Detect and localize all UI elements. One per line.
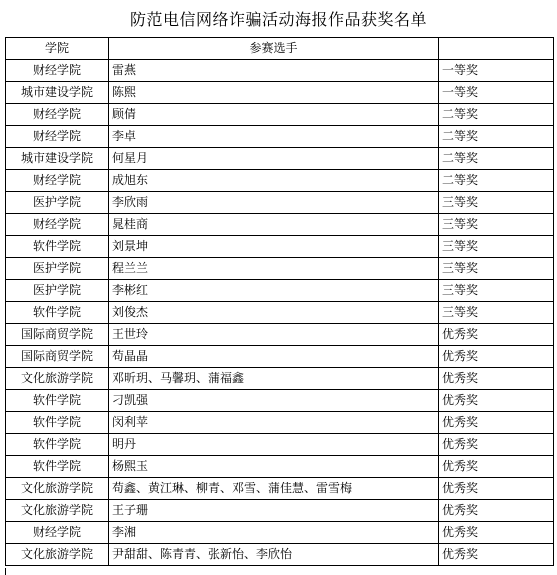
table-row — [6, 500, 554, 522]
award-cell: 优秀奖 — [439, 456, 554, 478]
college-cell: 软件学院 — [6, 302, 109, 324]
participants-cell: 刁凯强 — [109, 390, 439, 412]
college-cell: 软件学院 — [6, 412, 109, 434]
participants-cell: 陈熙 — [109, 82, 439, 104]
award-cell: 三等奖 — [439, 280, 554, 302]
table-row — [6, 434, 554, 456]
participants-cell: 王子珊 — [109, 500, 439, 522]
award-cell: 优秀奖 — [439, 522, 554, 544]
table-row — [6, 236, 554, 258]
table-row — [6, 126, 554, 148]
award-cell: 优秀奖 — [439, 544, 554, 566]
participants-cell: 王世玲 — [109, 324, 439, 346]
college-cell: 文化旅游学院 — [6, 544, 109, 566]
award-cell: 优秀奖 — [439, 324, 554, 346]
award-cell: 三等奖 — [439, 214, 554, 236]
award-cell: 二等奖 — [439, 170, 554, 192]
award-cell: 一等奖 — [439, 82, 554, 104]
table-row — [6, 456, 554, 478]
participants-cell: 李湘 — [109, 522, 439, 544]
table-row — [6, 478, 554, 500]
college-cell: 医护学院 — [6, 280, 109, 302]
college-cell: 财经学院 — [6, 104, 109, 126]
college-cell: 文化旅游学院 — [6, 500, 109, 522]
table-row — [6, 258, 554, 280]
award-table — [5, 37, 554, 566]
table-trailing-edge — [5, 568, 554, 575]
college-cell: 软件学院 — [6, 434, 109, 456]
college-cell: 财经学院 — [6, 60, 109, 82]
award-cell: 优秀奖 — [439, 412, 554, 434]
participants-cell: 成旭东 — [109, 170, 439, 192]
award-cell: 优秀奖 — [439, 434, 554, 456]
participants-cell: 顾倩 — [109, 104, 439, 126]
college-cell: 软件学院 — [6, 456, 109, 478]
college-cell: 软件学院 — [6, 236, 109, 258]
college-cell: 国际商贸学院 — [6, 324, 109, 346]
participants-cell: 闵利苹 — [109, 412, 439, 434]
table-row — [6, 302, 554, 324]
table-row — [6, 346, 554, 368]
table-row — [6, 368, 554, 390]
award-cell: 优秀奖 — [439, 390, 554, 412]
table-row — [6, 214, 554, 236]
participants-cell: 李卓 — [109, 126, 439, 148]
participants-cell: 苟晶晶 — [109, 346, 439, 368]
participants-cell: 李彬红 — [109, 280, 439, 302]
table-row — [6, 544, 554, 566]
award-cell: 一等奖 — [439, 60, 554, 82]
table-row — [6, 324, 554, 346]
college-cell: 财经学院 — [6, 126, 109, 148]
college-cell: 文化旅游学院 — [6, 368, 109, 390]
college-cell: 财经学院 — [6, 522, 109, 544]
award-cell: 三等奖 — [439, 236, 554, 258]
header-college: 学院 — [6, 38, 109, 60]
document-title: 防范电信网络诈骗活动海报作品获奖名单 — [129, 10, 427, 29]
college-cell: 城市建设学院 — [6, 148, 109, 170]
header-award — [439, 38, 554, 60]
college-cell: 财经学院 — [6, 170, 109, 192]
college-cell: 财经学院 — [6, 214, 109, 236]
participants-cell: 明丹 — [109, 434, 439, 456]
table-row — [6, 192, 554, 214]
award-cell: 三等奖 — [439, 192, 554, 214]
table-row — [6, 170, 554, 192]
table-row — [6, 412, 554, 434]
award-cell: 三等奖 — [439, 302, 554, 324]
college-cell: 文化旅游学院 — [6, 478, 109, 500]
award-cell: 优秀奖 — [439, 346, 554, 368]
participants-cell: 尹甜甜、陈青青、张新怡、李欣怡 — [109, 544, 439, 566]
college-cell: 城市建设学院 — [6, 82, 109, 104]
award-cell: 三等奖 — [439, 258, 554, 280]
college-cell: 软件学院 — [6, 390, 109, 412]
table-row — [6, 60, 554, 82]
participants-cell: 程兰兰 — [109, 258, 439, 280]
award-cell: 二等奖 — [439, 148, 554, 170]
table-row — [6, 104, 554, 126]
award-cell: 优秀奖 — [439, 368, 554, 390]
award-cell: 优秀奖 — [439, 500, 554, 522]
participants-cell: 杨熙玉 — [109, 456, 439, 478]
table-body — [6, 60, 554, 566]
college-cell: 医护学院 — [6, 258, 109, 280]
participants-cell: 刘景坤 — [109, 236, 439, 258]
participants-cell: 苟鑫、黄江琳、柳青、邓雪、蒲佳慧、雷雪梅 — [109, 478, 439, 500]
award-cell: 二等奖 — [439, 126, 554, 148]
table-row — [6, 148, 554, 170]
table-header-row — [6, 38, 554, 60]
participants-cell: 李欣雨 — [109, 192, 439, 214]
participants-cell: 刘俊杰 — [109, 302, 439, 324]
award-cell: 二等奖 — [439, 104, 554, 126]
table-row — [6, 82, 554, 104]
table-row — [6, 522, 554, 544]
college-cell: 国际商贸学院 — [6, 346, 109, 368]
table-row — [6, 280, 554, 302]
award-cell: 优秀奖 — [439, 478, 554, 500]
header-participants: 参赛选手 — [109, 38, 439, 60]
participants-cell: 雷燕 — [109, 60, 439, 82]
table-row — [6, 390, 554, 412]
participants-cell: 邓昕玥、马馨玥、蒲福鑫 — [109, 368, 439, 390]
participants-cell: 晁桂商 — [109, 214, 439, 236]
college-cell: 医护学院 — [6, 192, 109, 214]
participants-cell: 何星月 — [109, 148, 439, 170]
